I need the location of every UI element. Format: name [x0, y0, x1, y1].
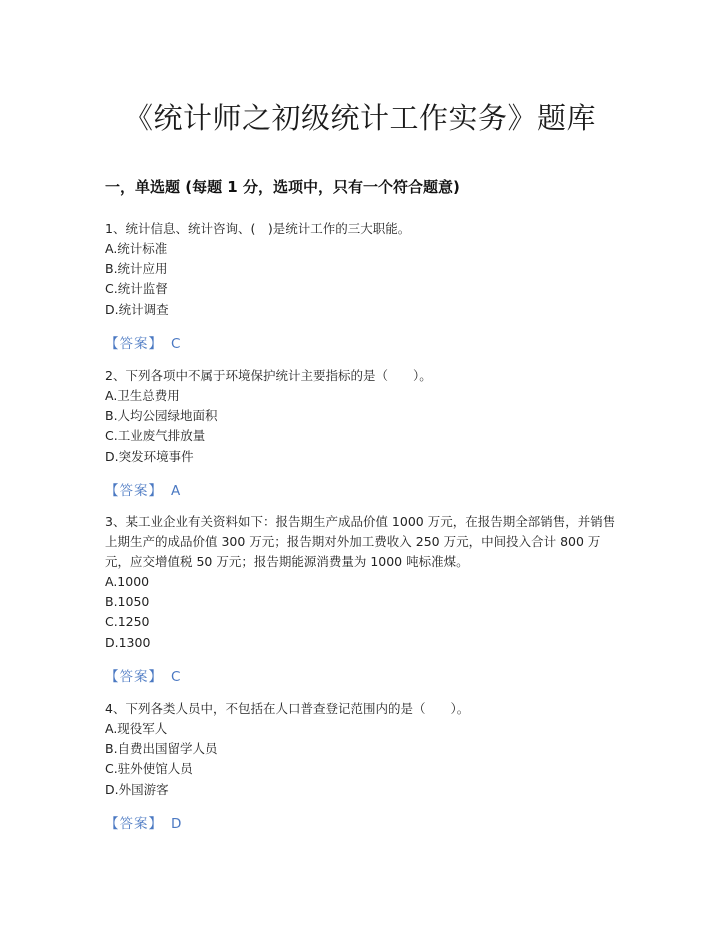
option-d: D.1300 [105, 634, 151, 650]
question-3 [105, 512, 617, 687]
answer-line [105, 814, 617, 834]
option-a: A.卫生总费用 [105, 388, 180, 403]
option-d: D.突发环境事件 [105, 448, 194, 464]
question-stem: 2、下列各项中不属于环境保护统计主要指标的是（ ）。 [105, 368, 432, 383]
answer-label: 【答案】 [105, 815, 163, 832]
answer-letter: A [171, 482, 182, 499]
option-c: C.工业废气排放量 [105, 428, 206, 444]
option-b: B.自费出国留学人员 [105, 741, 218, 757]
option-b: B.1050 [105, 594, 150, 610]
option-d: D.统计调查 [105, 301, 169, 317]
document-title: 《统计师之初级统计工作实务》题库 [123, 101, 596, 135]
answer-line [105, 667, 617, 687]
answer-label: 【答案】 [105, 482, 163, 499]
option-d: D.外国游客 [105, 781, 169, 797]
question-1 [105, 219, 617, 354]
option-b: B.统计应用 [105, 261, 168, 277]
answer-letter: D [171, 815, 183, 832]
answer-line [105, 334, 617, 354]
option-a: A.统计标准 [105, 241, 168, 256]
option-b: B.人均公园绿地面积 [105, 408, 218, 424]
option-c: C.1250 [105, 614, 150, 630]
answer-label: 【答案】 [105, 668, 163, 685]
option-a: A.现役军人 [105, 721, 168, 736]
option-a: A.1000 [105, 574, 150, 589]
option-c: C.统计监督 [105, 281, 168, 297]
answer-letter: C [171, 335, 182, 352]
answer-line [105, 481, 617, 501]
question-stem: 3、某工业企业有关资料如下：报告期生产成品价值 1000 万元，在报告期全部销售，并销售上期生产的成品价值 300 万元；报告期对外加工费收入 250 万元，中间投入合计 800 万元，应交增值税 50 万元；报告期能源消费量为 1000 吨标准煤。 [105, 514, 616, 569]
question-stem: 4、下列各类人员中，不包括在人口普查登记范围内的是（ ）。 [105, 701, 470, 716]
option-c: C.驻外使馆人员 [105, 761, 193, 777]
question-stem: 1、统计信息、统计咨询、( )是统计工作的三大职能。 [105, 221, 411, 236]
section-heading: 一，单选题 (每题 1 分，选项中，只有一个符合题意) [105, 178, 460, 196]
answer-label: 【答案】 [105, 335, 163, 352]
question-2 [105, 366, 617, 501]
answer-letter: C [171, 668, 182, 685]
question-4 [105, 699, 617, 834]
